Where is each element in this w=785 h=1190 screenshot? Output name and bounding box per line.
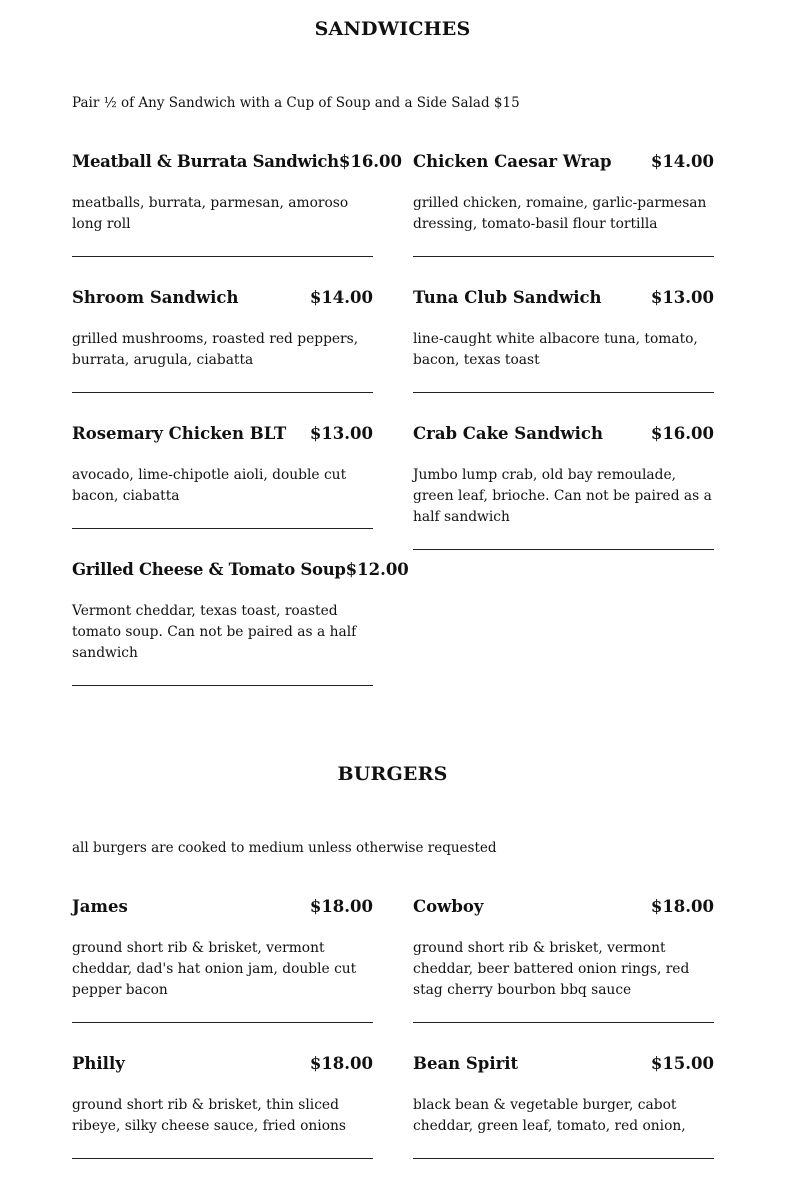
item-price: $14.00	[650, 152, 714, 171]
item-name: Philly	[72, 1054, 125, 1073]
burgers-title: BURGERS	[337, 763, 448, 785]
item-description: ground short rib & brisket, vermont cheddar, beer battered onion rings, red stag cherry bourbon bbq sauce	[413, 940, 690, 998]
item-name: Meatball & Burrata Sandwich	[72, 152, 339, 171]
sandwiches-title: SANDWICHES	[314, 18, 471, 40]
item-description: meatballs, burrata, parmesan, amoroso long roll	[72, 195, 349, 232]
item-name: Grilled Cheese & Tomato Soup	[72, 560, 346, 579]
item-price: $13.00	[650, 288, 714, 307]
item-price: $16.00	[650, 424, 714, 443]
item-name: Tuna Club Sandwich	[413, 288, 602, 307]
menu-item	[72, 152, 403, 257]
item-description: avocado, lime-chipotle aioli, double cut bacon, ciabatta	[72, 467, 347, 504]
burgers-left-column	[72, 897, 373, 1190]
item-name: Shroom Sandwich	[72, 288, 239, 307]
item-price: $18.00	[309, 897, 373, 916]
item-description: line-caught white albacore tuna, tomato, bacon, texas toast	[413, 331, 698, 368]
menu-item	[413, 152, 714, 257]
menu-item	[413, 897, 714, 1023]
item-name: Crab Cake Sandwich	[413, 424, 603, 443]
item-price: $16.00	[338, 152, 403, 171]
menu-item	[72, 897, 373, 1023]
menu-item	[413, 288, 714, 393]
sandwiches-right-column	[413, 152, 714, 581]
item-name: Bean Spirit	[413, 1054, 519, 1073]
item-name: James	[72, 897, 128, 916]
item-description: grilled chicken, romaine, garlic-parmesan dressing, tomato-basil flour tortilla	[413, 195, 707, 232]
menu-item	[72, 424, 373, 529]
item-price: $18.00	[650, 897, 714, 916]
item-price: $18.00	[309, 1054, 373, 1073]
menu-item	[72, 288, 373, 393]
menu-item	[72, 560, 409, 686]
item-description: black bean & vegetable burger, cabot cheddar, green leaf, tomato, red onion,	[413, 1097, 686, 1134]
item-price: $15.00	[650, 1054, 714, 1073]
item-price: $13.00	[309, 424, 373, 443]
item-name: Cowboy	[413, 897, 484, 916]
item-description: Jumbo lump crab, old bay remoulade, green leaf, brioche. Can not be paired as a half sandwich	[413, 467, 712, 525]
item-name: Rosemary Chicken BLT	[72, 424, 287, 443]
menu-item	[413, 1054, 714, 1159]
sandwiches-intro: Pair ½ of Any Sandwich with a Cup of Soup and a Side Salad $15	[72, 95, 520, 111]
item-name: Chicken Caesar Wrap	[413, 152, 612, 171]
item-description: Vermont cheddar, texas toast, roasted tomato soup. Can not be paired as a half sandwich	[72, 603, 357, 661]
item-description: ground short rib & brisket, vermont cheddar, dad's hat onion jam, double cut pepper bacon	[72, 940, 357, 998]
menu-item	[413, 424, 714, 550]
sandwiches-left-column	[72, 152, 409, 717]
item-description: ground short rib & brisket, thin sliced ribeye, silky cheese sauce, fried onions	[72, 1097, 346, 1134]
item-price: $14.00	[309, 288, 373, 307]
item-price: $12.00	[345, 560, 409, 579]
menu-item	[72, 1054, 373, 1159]
burgers-intro: all burgers are cooked to medium unless otherwise requested	[72, 840, 497, 856]
item-description: grilled mushrooms, roasted red peppers, burrata, arugula, ciabatta	[72, 331, 359, 368]
burgers-right-column	[413, 897, 714, 1190]
